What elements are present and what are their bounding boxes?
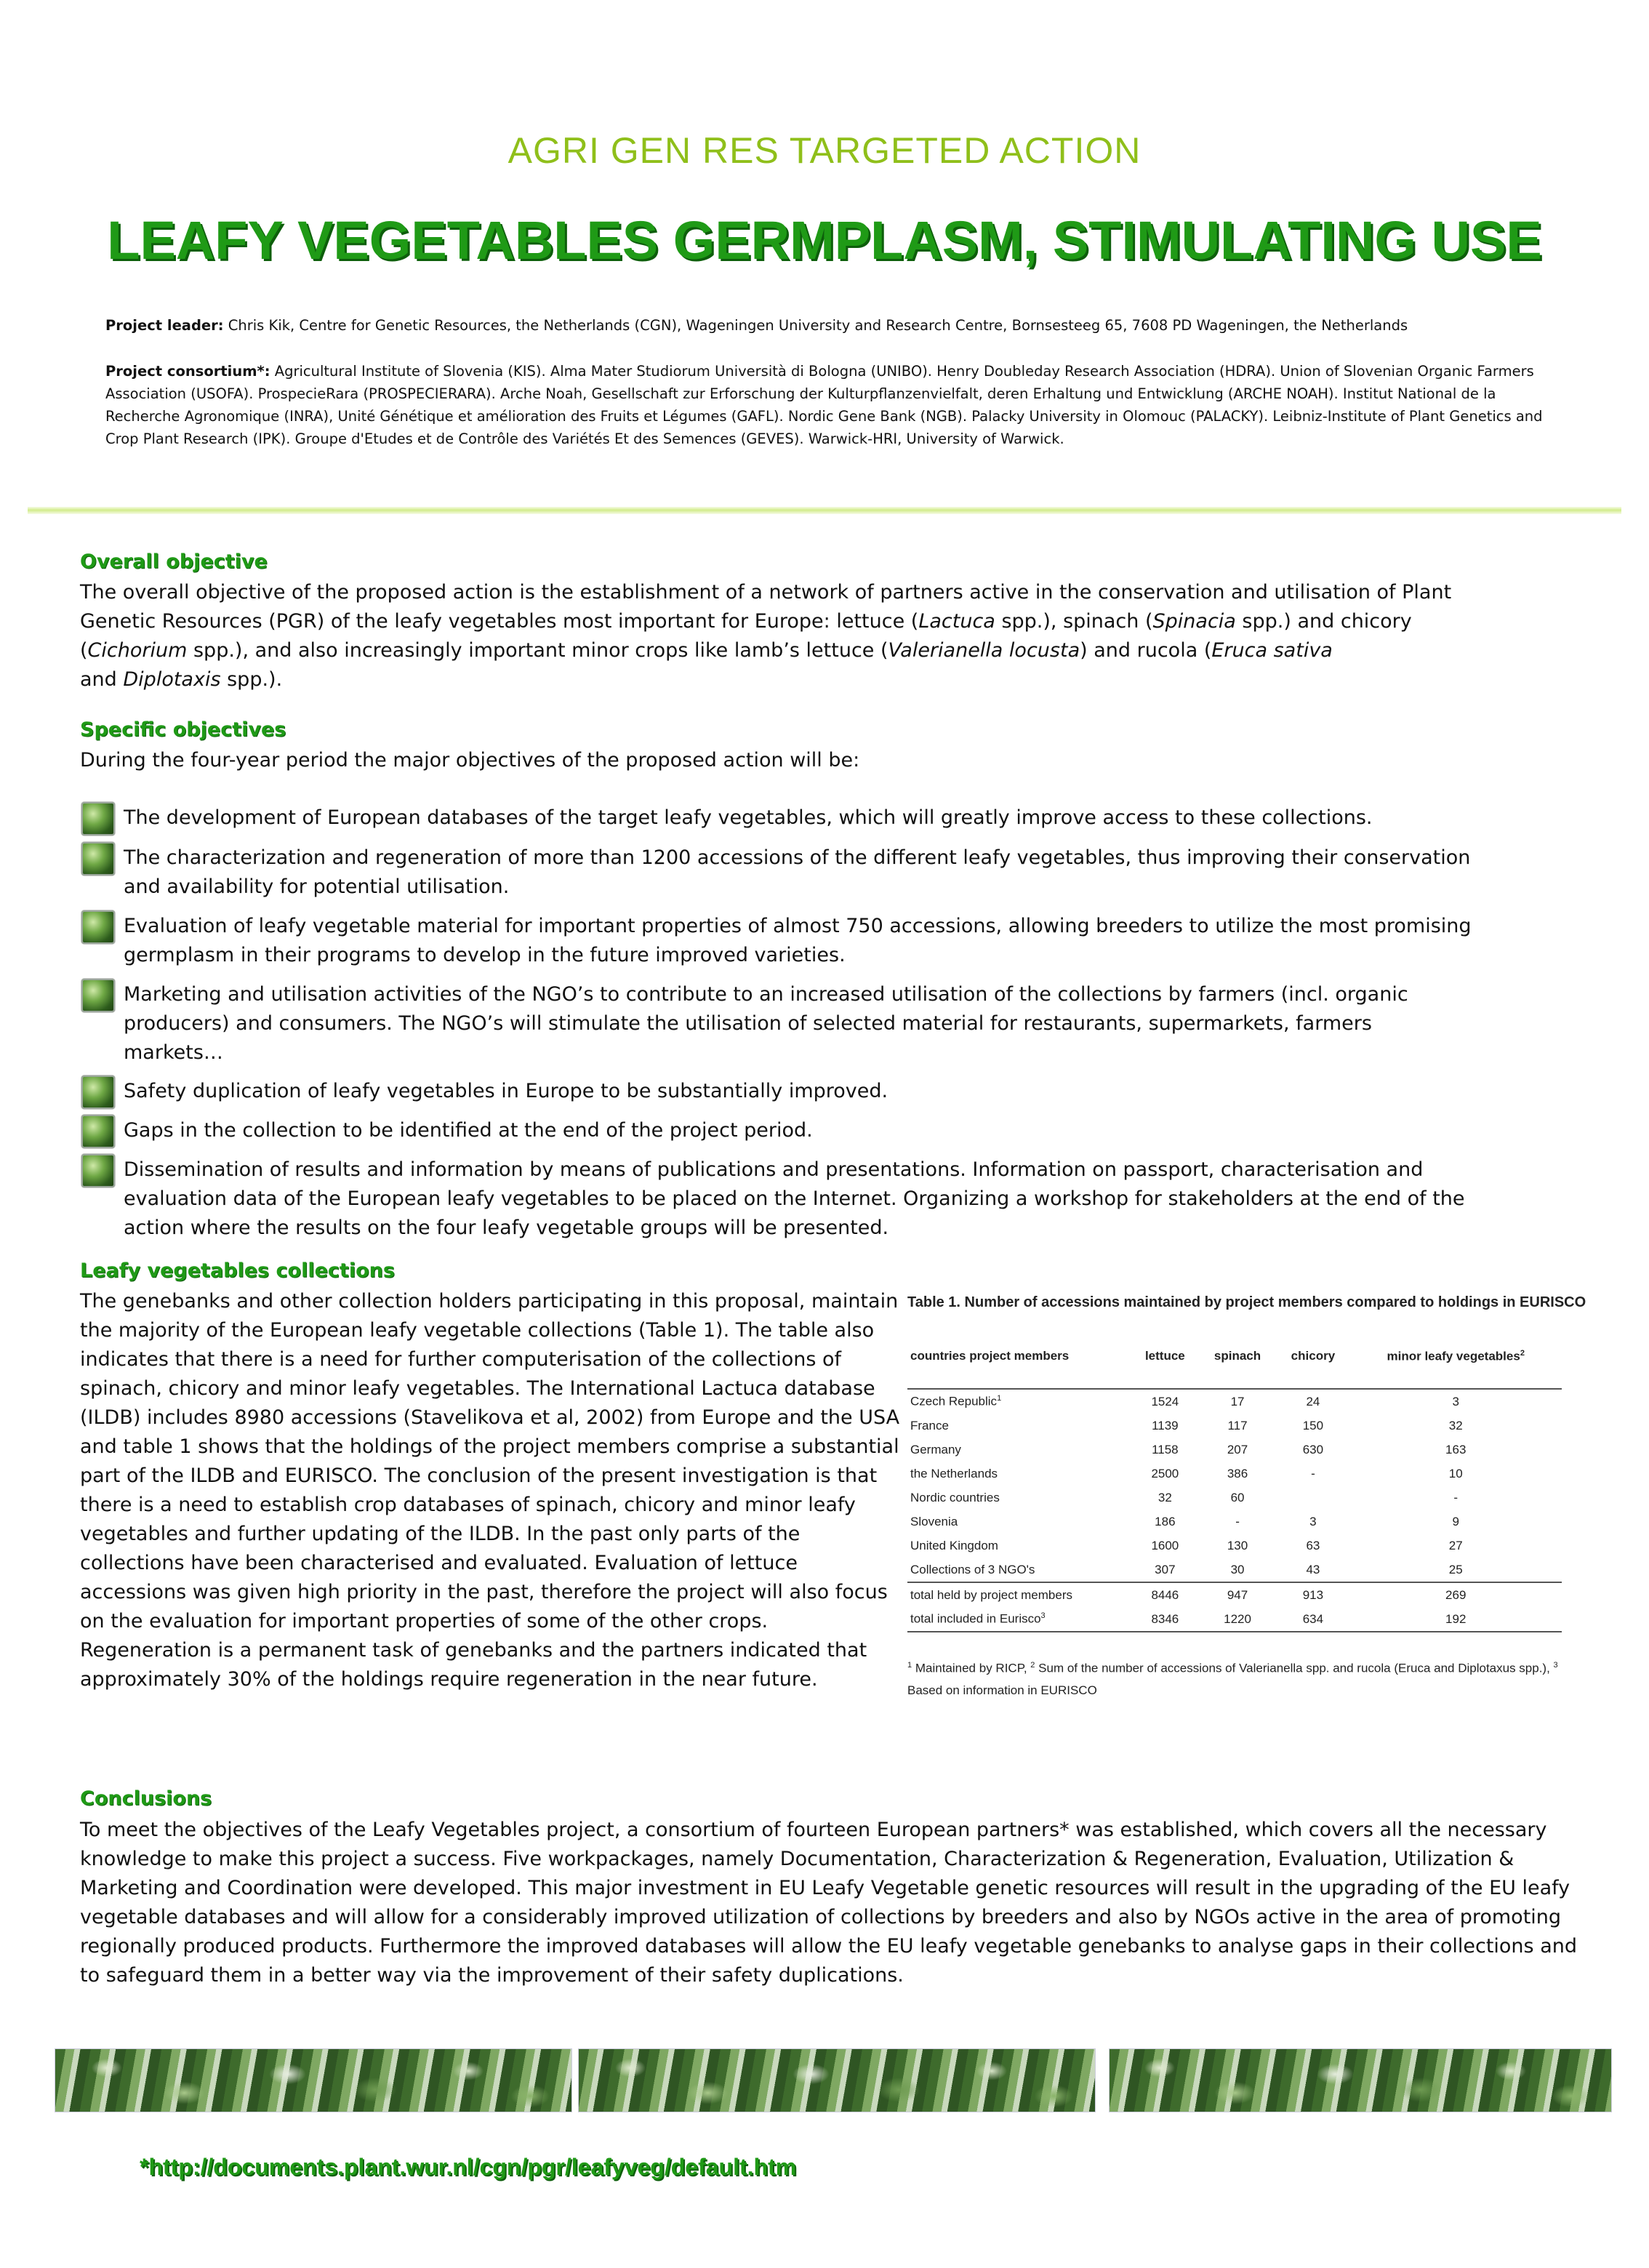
table-cell: - <box>1235 1514 1240 1528</box>
conclusions-text: To meet the objectives of the Leafy Vegetables project, a consortium of fourteen European partners* was established, which covers all the necessary knowledge to make this project a success. Five workpackages, namely Documentation, Characterization & Regeneration, Evaluation, Utilization & Marketing and Coordination were developed. This major investment in EU Leafy Vegetable genetic resources will result in the upgrading of the EU leafy vegetable databases and will allow for a considerably improved utilization of collections by breeders and also by NGOs active in the area of promoting regionally produced products. Furthermore the improved databases will allow the EU leafy vegetable genebanks to analyse gaps in their collections and to safeguard them in a better way via the improvement of their safety duplications. <box>80 1819 1577 1987</box>
list-item-text: Safety duplication of leafy vegetables in Europe to be substantially improved. <box>124 1080 888 1102</box>
table-cell: 913 <box>1276 1582 1349 1607</box>
leafy-vegetables-photo <box>1109 2048 1612 2112</box>
project-consortium <box>105 360 1552 450</box>
table-row <box>907 1510 1562 1534</box>
table-cell-name <box>907 1462 1131 1486</box>
list-item-text: Dissemination of results and information by means of publications and presentations. Information on passport, characterisation and evaluation data of the European leafy vegetables to be placed on the Internet. Organizing a workshop for stakeholders at the end of the action where the results on the four leafy vegetable groups will be presented. <box>124 1158 1465 1239</box>
table-row <box>907 1414 1562 1438</box>
footnote-text: Sum of the number of accessions of Valerianella spp. and rucola (Eruca and Diplotaxus spp.), <box>1035 1661 1554 1675</box>
column-header <box>1349 1345 1562 1389</box>
table-cell: 947 <box>1199 1582 1277 1607</box>
cell-text: Slovenia <box>910 1514 958 1528</box>
table-row <box>907 1582 1562 1607</box>
table-row <box>907 1486 1562 1510</box>
table-cell: 192 <box>1349 1607 1562 1632</box>
table-row <box>907 1389 1562 1414</box>
table-cell: 634 <box>1276 1607 1349 1632</box>
table-header-row <box>907 1345 1562 1389</box>
table-cell: 1139 <box>1152 1418 1179 1432</box>
column-header: spinach <box>1213 1349 1261 1363</box>
table-cell: 9 <box>1452 1514 1459 1528</box>
lettuce-bullet-icon <box>81 842 115 875</box>
species-spinacia: Spinacia <box>1152 610 1236 633</box>
collections-heading: Leafy vegetables collections <box>80 1259 395 1282</box>
footnote-marker: 3 <box>1040 1611 1046 1621</box>
table-cell: 17 <box>1230 1394 1245 1409</box>
specific-objectives-heading: Specific objectives <box>80 718 286 741</box>
cell-text: the Netherlands <box>910 1466 998 1480</box>
table-cell: 63 <box>1306 1538 1320 1552</box>
list-item <box>81 912 1506 970</box>
table-cell-name <box>907 1558 1131 1582</box>
species-eruca: Eruca sativa <box>1211 639 1333 662</box>
list-item-text: Evaluation of leafy vegetable material for important properties of almost 750 accessions, allowing breeders to utilize the most promising germplasm in their programs to develop in the future improved varieties. <box>124 915 1472 966</box>
table-cell-name <box>907 1414 1131 1438</box>
footnote-marker: 1 <box>997 1394 1002 1403</box>
list-item <box>81 804 1506 836</box>
list-item <box>81 1155 1506 1243</box>
cell-text: Collections of 3 NGO's <box>910 1562 1035 1576</box>
text-run: ) and rucola ( <box>1080 639 1212 662</box>
list-item-text: Gaps in the collection to be identified at the end of the project period. <box>124 1119 813 1142</box>
column-header-text: minor leafy vegetables <box>1387 1349 1520 1363</box>
project-leader-text: Chris Kik, Centre for Genetic Resources, the Netherlands (CGN), Wageningen University and Research Centre, Bornsesteeg 65, 7608 PD Wageningen, the Netherlands <box>223 317 1408 334</box>
table-cell-name <box>907 1486 1131 1510</box>
column-header: lettuce <box>1144 1349 1185 1363</box>
table-cell: 307 <box>1155 1562 1176 1576</box>
project-leader-label: Project leader: <box>105 317 224 334</box>
table-body <box>907 1389 1562 1632</box>
table-cell: 1158 <box>1152 1442 1179 1456</box>
table-cell-name <box>907 1607 1131 1632</box>
table-cell: - <box>1453 1490 1459 1504</box>
table-row <box>907 1462 1562 1486</box>
table-cell: 630 <box>1302 1442 1324 1456</box>
lettuce-bullet-icon <box>81 1115 115 1148</box>
leafy-vegetables-photo <box>578 2048 1096 2112</box>
text-run: spp.), spinach ( <box>995 610 1153 633</box>
list-item <box>81 844 1506 902</box>
list-item-text: The development of European databases of the target leafy vegetables, which will greatly improve access to these collections. <box>124 806 1373 829</box>
footnote-marker: 1 <box>907 1661 912 1670</box>
column-header: countries project members <box>910 1349 1070 1363</box>
cell-text: Germany <box>910 1442 961 1456</box>
table-cell: 1220 <box>1199 1607 1277 1632</box>
lettuce-bullet-icon <box>81 802 115 836</box>
table-cell: 32 <box>1157 1490 1172 1504</box>
lettuce-bullet-icon <box>81 910 115 944</box>
list-item <box>81 1116 1506 1148</box>
cell-text: Czech Republic <box>910 1394 998 1409</box>
cell-text: Nordic countries <box>910 1490 1000 1504</box>
table-cell: 1524 <box>1151 1394 1179 1409</box>
table-cell: 8446 <box>1131 1582 1199 1607</box>
table-cell: 386 <box>1227 1466 1248 1480</box>
species-cichorium: Cichorium <box>87 639 188 662</box>
species-lactuca: Lactuca <box>918 610 995 633</box>
project-consortium-label: Project consortium*: <box>105 363 270 380</box>
table-cell: 8346 <box>1131 1607 1199 1632</box>
footnote-text: Based on information in EURISCO <box>907 1683 1097 1697</box>
table-cell: 24 <box>1306 1394 1320 1409</box>
table-footnote <box>907 1654 1576 1702</box>
divider <box>28 507 1621 514</box>
table-cell: 150 <box>1302 1418 1324 1432</box>
table-cell <box>1276 1486 1349 1510</box>
table-cell: 3 <box>1452 1394 1459 1409</box>
table-cell: 130 <box>1227 1538 1248 1552</box>
table-cell: 60 <box>1230 1490 1245 1504</box>
list-item-text: The characterization and regeneration of more than 1200 accessions of the different leafy vegetables, thus improving their conservation and availability for potential utilisation. <box>124 846 1471 898</box>
table-cell: 117 <box>1227 1418 1248 1432</box>
table-cell: 10 <box>1448 1466 1463 1480</box>
table-row <box>907 1534 1562 1558</box>
specific-objectives-intro: During the four-year period the major objectives of the proposed action will be: <box>80 749 860 772</box>
species-valerianella: Valerianella locusta <box>888 639 1080 662</box>
cell-text: total included in Eurisco <box>910 1611 1041 1626</box>
lettuce-bullet-icon <box>81 979 115 1012</box>
table-cell-name <box>907 1389 1131 1414</box>
text-run: spp.) and chicory ( <box>80 610 1412 662</box>
cell-text: France <box>910 1418 949 1432</box>
project-url-link[interactable]: *http://documents.plant.wur.nl/cgn/pgr/leafyveg/default.htm <box>140 2154 797 2180</box>
table-cell: 3 <box>1309 1514 1317 1528</box>
table-cell-name <box>907 1510 1131 1534</box>
conclusions-heading: Conclusions <box>80 1787 212 1810</box>
table-title: Table 1. Number of accessions maintained by project members compared to holdings in EURISCO <box>907 1294 1586 1310</box>
overall-objective-text <box>80 578 1483 694</box>
footnote-marker: 2 <box>1520 1349 1525 1358</box>
column-header: chicory <box>1291 1349 1336 1363</box>
table-cell: 186 <box>1155 1514 1176 1528</box>
table-cell: 30 <box>1230 1562 1245 1576</box>
lettuce-bullet-icon <box>81 1075 115 1109</box>
footnote-marker: 3 <box>1553 1661 1558 1670</box>
text-run: spp.). <box>220 668 283 691</box>
project-leader <box>105 314 1552 337</box>
table-cell: 32 <box>1448 1418 1463 1432</box>
project-consortium-text: Agricultural Institute of Slovenia (KIS). Alma Mater Studiorum Università di Bologna (UNIBO). Henry Doubleday Research Association (HDRA). Union of Slovenian Organic Farmers Association (USOFA). ProspecieRara (PROSPECIERARA). Arche Noah, Gesellschaft zur Erforschung der Kulturpflanzenvielfalt, deren Erhaltung und Entwicklung (ARCHE NOAH). Institut National de la Recherche Agronomique (INRA), Unité Génétique et amélioration des Fruits et Légumes (GAFL). Nordic Gene Bank (NGB). Palacky University in Olomouc (PALACKY). Leibniz-Institute of Plant Genetics and Crop Plant Research (IPK). Groupe d'Etudes et de Contrôle des Variétés Et des Semences (GEVES). Warwick-HRI, University of Warwick. <box>105 363 1543 447</box>
table-row <box>907 1558 1562 1582</box>
table-cell: 2500 <box>1151 1466 1179 1480</box>
table-cell: 25 <box>1448 1562 1463 1576</box>
overall-objective-heading: Overall objective <box>80 550 268 573</box>
accessions-table-figure <box>907 1294 1586 1731</box>
footnote-marker: 2 <box>1030 1661 1035 1670</box>
table-row <box>907 1607 1562 1632</box>
list-item <box>81 1077 1506 1109</box>
table-cell: 269 <box>1349 1582 1562 1607</box>
table-cell: - <box>1311 1466 1315 1480</box>
collections-text: The genebanks and other collection holders participating in this proposal, maintain the majority of the European leafy vegetable collections (Table 1). The table also indicates that there is a need for further computerisation of the collections of spinach, chicory and minor leafy vegetables. The International Lactuca database (ILDB) includes 8980 accessions (Stavelikova et al, 2002) from Europe and the USA and table 1 shows that the holdings of the project members comprise a substantial part of the ILDB and EURISCO. The conclusion of the present investigation is that there is a need to establish crop databases of spinach, chicory and minor leafy vegetables and further updating of the ILDB. In the past only parts of the collections have been characterised and evaluated. Evaluation of lettuce accessions was given high priority in the past, therefore the project will also focus on the evaluation for important properties of some of the other crops. Regeneration is a permanent task of genebanks and the partners indicated that approximately 30% of the holdings require regeneration in the near future. <box>80 1290 900 1691</box>
table-cell: 43 <box>1306 1562 1320 1576</box>
table-cell-name <box>907 1534 1131 1558</box>
table-cell: 163 <box>1445 1442 1467 1456</box>
lettuce-bullet-icon <box>81 1154 115 1187</box>
table-row <box>907 1438 1562 1462</box>
table-cell: 207 <box>1227 1442 1248 1456</box>
page-title: LEAFY VEGETABLES GERMPLASM, STIMULATING USE <box>107 210 1542 271</box>
leafy-vegetables-photo <box>55 2048 572 2112</box>
table-cell-name <box>907 1438 1131 1462</box>
table-cell: 1600 <box>1151 1538 1179 1552</box>
supertitle: AGRI GEN RES TARGETED ACTION <box>507 130 1142 171</box>
cell-text: total held by project members <box>910 1587 1072 1602</box>
text-run: The overall objective of the proposed action is the establishment of a network of partners active in the conservation and utilisation of Plant Genetic Resources (PGR) of the leafy vegetables most important for Europe: lettuce ( <box>80 581 1452 633</box>
table-cell-name <box>907 1582 1131 1607</box>
cell-text: United Kingdom <box>910 1538 998 1552</box>
text-run: spp.), and also increasingly important minor crops like lamb’s lettuce ( <box>187 639 888 662</box>
footnote-text: Maintained by RICP, <box>912 1661 1031 1675</box>
accessions-table <box>907 1345 1562 1632</box>
text-run: and <box>80 668 124 691</box>
species-diplotaxis: Diplotaxis <box>123 668 221 691</box>
table-cell: 27 <box>1448 1538 1463 1552</box>
list-item <box>81 980 1506 1067</box>
list-item-text: Marketing and utilisation activities of the NGO’s to contribute to an increased utilisation of the collections by farmers (incl. organic producers) and consumers. The NGO’s will stimulate the utilisation of selected material for restaurants, supermarkets, farmers markets… <box>124 983 1408 1064</box>
